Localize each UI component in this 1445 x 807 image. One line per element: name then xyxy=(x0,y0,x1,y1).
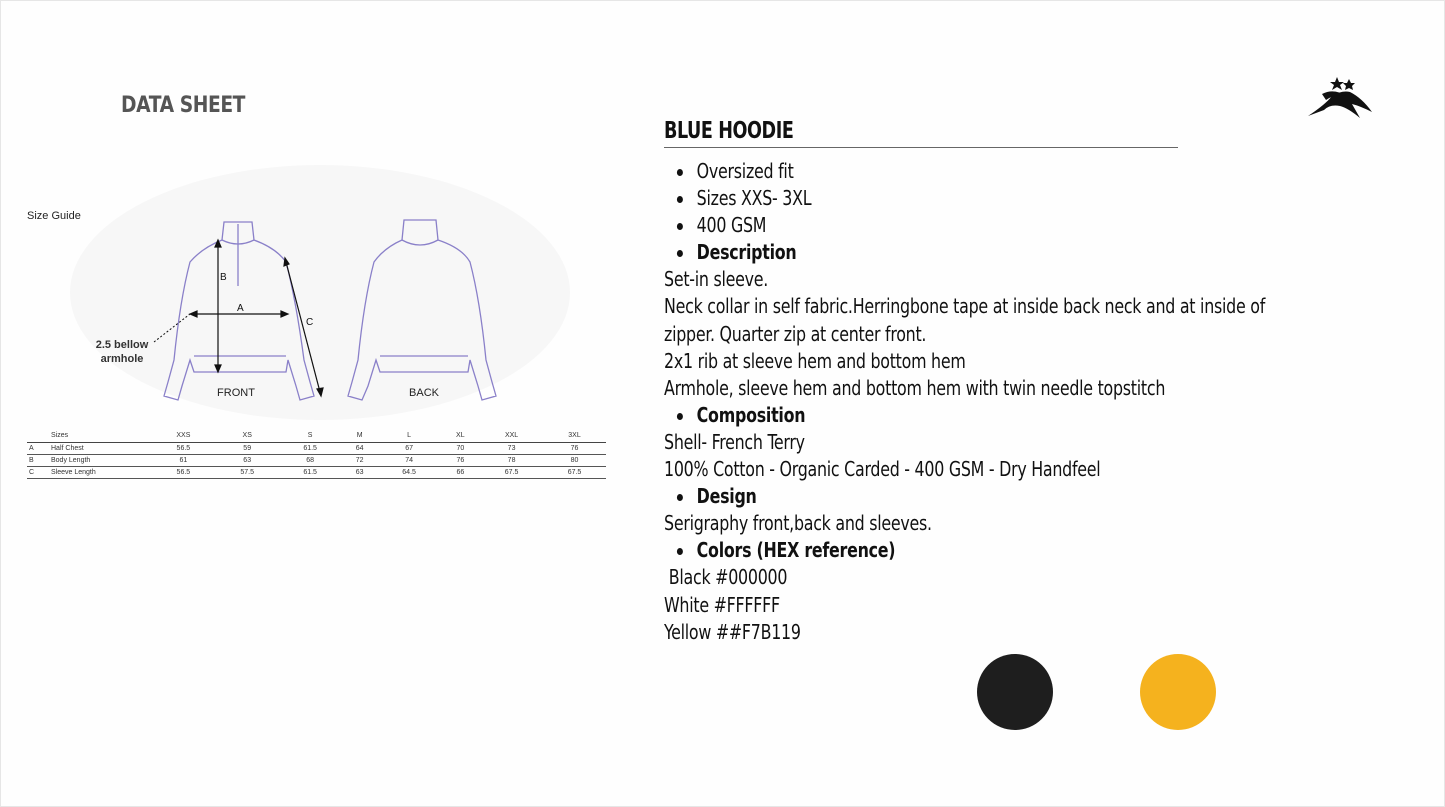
spec-text-line: Shell- French Terry xyxy=(664,429,805,454)
table-cell: 80 xyxy=(543,455,606,467)
table-cell: 61 xyxy=(151,455,216,467)
table-cell: 66 xyxy=(441,467,481,479)
header-cell: Sizes xyxy=(51,430,151,443)
spec-text-line: 100% Cotton - Organic Carded - 400 GSM - Dry Handfeel xyxy=(664,457,1101,482)
spec-text-line: Black #000000 xyxy=(664,565,788,590)
table-cell: 63 xyxy=(342,467,378,479)
table-cell: 67.5 xyxy=(543,467,606,479)
table-cell: 68 xyxy=(279,455,342,467)
table-cell: 59 xyxy=(216,443,279,455)
size-table xyxy=(27,430,606,479)
table-cell: 61.5 xyxy=(279,467,342,479)
table-cell: 64.5 xyxy=(378,467,441,479)
table-cell: B xyxy=(27,455,51,467)
table-cell: 63 xyxy=(216,455,279,467)
table-cell: Half Chest xyxy=(51,443,151,455)
table-cell: 67.5 xyxy=(480,467,543,479)
product-spec-list xyxy=(664,158,1352,646)
product-details xyxy=(664,118,1364,646)
product-title: BLUE HOODIE xyxy=(664,118,794,144)
header-cell: XL xyxy=(441,430,481,443)
size-guide-label: Size Guide xyxy=(27,210,81,222)
spec-bullet-item: Design xyxy=(664,483,1352,510)
spec-text-line: Neck collar in self fabric.Herringbone tape at inside back neck and at inside of xyxy=(664,294,1266,319)
table-cell: A xyxy=(27,443,51,455)
table-cell: Body Length xyxy=(51,455,151,467)
spec-bullet-item: Composition xyxy=(664,402,1352,429)
table-cell: 73 xyxy=(480,443,543,455)
table-cell: 64 xyxy=(342,443,378,455)
header-cell xyxy=(27,430,51,443)
table-cell: 74 xyxy=(378,455,441,467)
spec-bullet-item: Colors (HEX reference) xyxy=(664,537,1352,564)
header-cell: XXL xyxy=(480,430,543,443)
table-cell: 61.5 xyxy=(279,443,342,455)
table-row xyxy=(27,443,606,455)
spec-text-line: Yellow ##F7B119 xyxy=(664,619,801,644)
table-row xyxy=(27,467,606,479)
brand-logo-icon xyxy=(1304,74,1374,120)
measure-label-b: B xyxy=(220,272,227,283)
spec-text-line: zipper. Quarter zip at center front. xyxy=(664,321,927,346)
measure-label-a: A xyxy=(237,303,244,314)
sheet-title: DATA SHEET xyxy=(121,93,246,118)
table-cell: 70 xyxy=(441,443,481,455)
spec-bullet-item: Description xyxy=(664,239,1352,266)
table-cell: 56.5 xyxy=(151,443,216,455)
armhole-note-line-1: 2.5 bellow xyxy=(95,339,149,351)
table-cell: 57.5 xyxy=(216,467,279,479)
spec-bullet-item: Sizes XXS- 3XL xyxy=(664,185,1352,212)
table-cell: 76 xyxy=(441,455,481,467)
front-label: FRONT xyxy=(217,387,255,399)
table-row xyxy=(27,455,606,467)
spec-bullet-item: Oversized fit xyxy=(664,158,1352,185)
hoodie-diagram xyxy=(90,212,510,412)
armhole-note-line-2: armhole xyxy=(100,353,144,365)
header-cell: XS xyxy=(216,430,279,443)
back-label: BACK xyxy=(409,387,439,399)
table-cell: Sleeve Length xyxy=(51,467,151,479)
table-cell: C xyxy=(27,467,51,479)
table-cell: 78 xyxy=(480,455,543,467)
table-cell: 67 xyxy=(378,443,441,455)
spec-text-line: White #FFFFFF xyxy=(664,592,780,617)
size-table-header xyxy=(27,430,606,443)
table-cell: 56.5 xyxy=(151,467,216,479)
back-hoodie-sketch xyxy=(348,220,496,400)
header-cell: XXS xyxy=(151,430,216,443)
color-swatch-black xyxy=(977,654,1053,730)
header-cell: 3XL xyxy=(543,430,606,443)
spec-text-line: 2x1 rib at sleeve hem and bottom hem xyxy=(664,348,966,373)
spec-bullet-item: 400 GSM xyxy=(664,212,1352,239)
spec-text-line: Serigraphy front,back and sleeves. xyxy=(664,511,932,536)
spec-text-line: Armhole, sleeve hem and bottom hem with twin needle topstitch xyxy=(664,375,1166,400)
measure-label-c: C xyxy=(306,317,314,328)
spec-text-line: Set-in sleeve. xyxy=(664,267,769,292)
table-cell: 76 xyxy=(543,443,606,455)
header-cell: M xyxy=(342,430,378,443)
table-cell: 72 xyxy=(342,455,378,467)
header-cell: S xyxy=(279,430,342,443)
header-cell: L xyxy=(378,430,441,443)
title-divider xyxy=(664,147,1178,148)
color-swatch-yellow xyxy=(1140,654,1216,730)
